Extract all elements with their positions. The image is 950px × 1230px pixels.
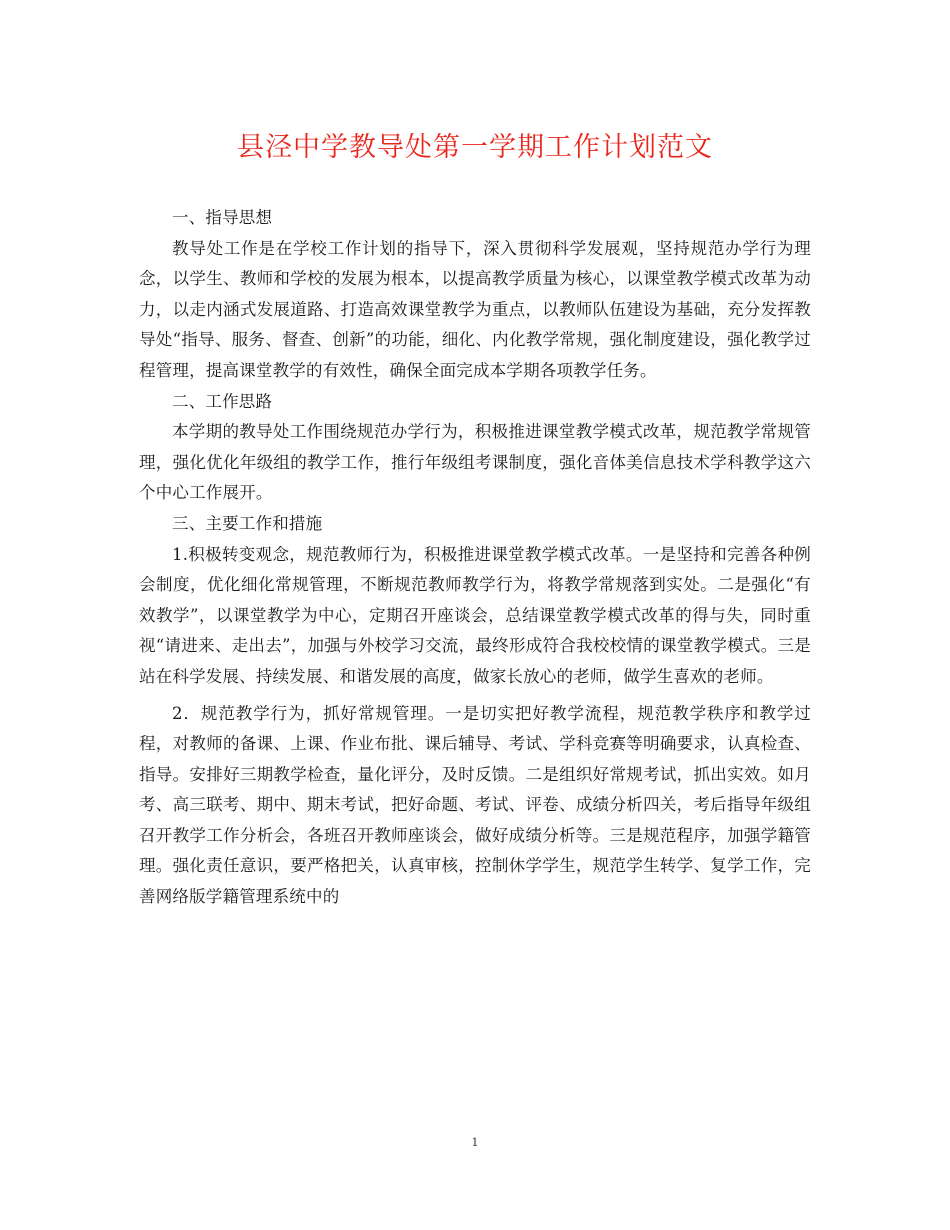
section-heading-main-work: 三、主要工作和措施: [172, 513, 323, 533]
paragraph-item-2: 2．规范教学行为，抓好常规管理。一是切实把好教学流程，规范教学秩序和教学过程，对教师的备课、上课、作业布批、课后辅导、考试、学科竞赛等明确要求，认真检查、指导。安排好三期教学检查，量化评分，及时反馈。二是组织好常规考试，抓出实效。如月考、高三联考、期中、期末考试，把好命题、考试、评卷、成绩分析四关，考后指导年级组召开教学工作分析会，各班召开教师座谈会，做好成绩分析等。三是规范程序，加强学籍管理。强化责任意识，要严格把关，认真审核，控制休学学生，规范学生转学、复学工作，完善网络版学籍管理系统中的: [139, 703, 811, 907]
paragraph-guiding-thought: 教导处工作是在学校工作计划的指导下，深入贯彻科学发展观，坚持规范办学行为理念，以学生、教师和学校的发展为根本，以提高教学质量为核心，以课堂教学模式改革为动力，以走内涵式发展道路、打造高效课堂教学为重点，以教师队伍建设为基础，充分发挥教导处“指导、服务、督查、创新”的功能，细化、内化教学常规，强化制度建设，强化教学过程管理，提高课堂教学的有效性，确保全面完成本学期各项教学任务。: [139, 238, 811, 380]
paragraph-item-1: 1.积极转变观念，规范教师行为，积极推进课堂教学模式改革。一是坚持和完善各种例会制度，优化细化常规管理，不断规范教师教学行为，将教学常规落到实处。二是强化“有效教学”，以课堂教学为中心，定期召开座谈会，总结课堂教学模式改革的得与失，同时重视“请进来、走出去”，加强与外校学习交流，最终形成符合我校校情的课堂教学模式。三是站在科学发展、持续发展、和谐发展的高度，做家长放心的老师，做学生喜欢的老师。: [139, 544, 811, 686]
document-title: 县泾中学教导处第一学期工作计划范文: [237, 132, 713, 163]
document-body: [139, 203, 811, 913]
section-heading-work-ideas: 二、工作思路: [172, 391, 273, 411]
paragraph-work-ideas: 本学期的教导处工作围绕规范办学行为，积极推进课堂教学模式改革，规范教学常规管理，强化优化年级组的教学工作，推行年级组考课制度，强化音体美信息技术学科教学这六个中心工作展开。: [139, 422, 811, 503]
section-heading-guiding-thought: 一、指导思想: [172, 208, 273, 227]
page-number: 1: [471, 1136, 479, 1149]
